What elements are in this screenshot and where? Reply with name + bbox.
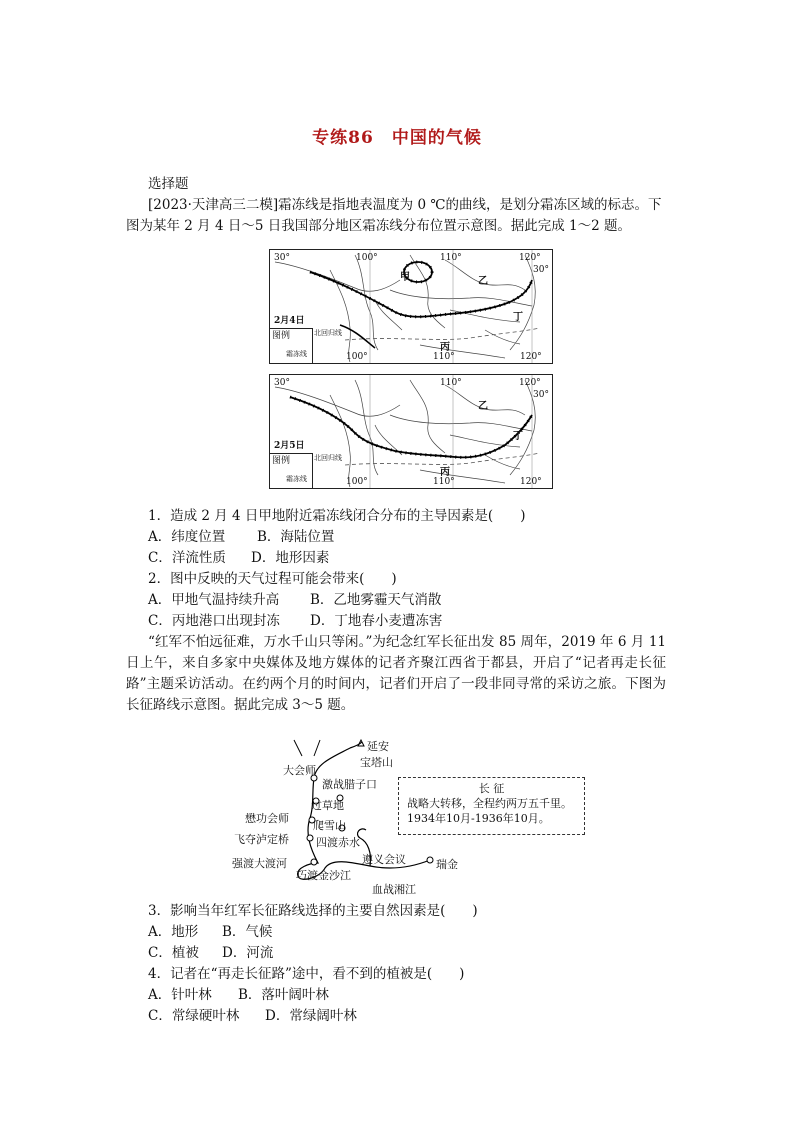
- map2-lon-110-top: 110°: [440, 378, 462, 388]
- map2-lon-120-top: 120°: [519, 378, 541, 388]
- map1-date: 2月4日: [274, 316, 305, 326]
- frost-line-map-feb5: [269, 374, 553, 489]
- route-label-ruijin: 瑞金: [436, 858, 458, 871]
- route-label-feiduo: 飞夺泸定桥: [234, 833, 289, 846]
- map2-label-bing: 丙: [440, 467, 450, 478]
- map2-legend-title: 图例: [272, 456, 291, 466]
- map1-tropic-label: 北回归线: [314, 329, 342, 337]
- q3-stem: 3．影响当年红军长征路线选择的主要自然因素是( ): [148, 903, 478, 919]
- route-label-xuezhan: 血战湘江: [372, 883, 416, 896]
- route-label-paxueshan: 爬雪山: [313, 819, 346, 832]
- map2-lat-left: 30°: [274, 378, 290, 388]
- map1-lat-left: 30°: [274, 253, 290, 263]
- q1-option-c: C．洋流性质: [148, 550, 226, 566]
- q2-option-b: B．乙地雾霾天气消散: [310, 592, 442, 608]
- route-label-maogong: 懋功会师: [245, 812, 289, 825]
- intro-line-2: 图为某年 2 月 4 日～5 日我国部分地区霜冻线分布位置示意图。据此完成 1～2 题。: [126, 218, 631, 234]
- passage-long-march: “红军不怕远征难，万水千山只等闲。”为纪念红军长征出发 85 周年，2019 年 6 月 11 日上午，来自多家中央媒体及地方媒体的记者齐聚江西省于都县，开启了“记者再走长征路”主题采访活动。在约两个月的时间内，记者们开启了一段非同寻常的采访之旅。下图为长征路线示意图。据此完成 3～5 题。: [126, 634, 666, 713]
- q1-stem: 1．造成 2 月 4 日甲地附近霜冻线闭合分布的主导因素是( ): [148, 508, 526, 524]
- map2-lon-100-bottom: 100°: [346, 477, 368, 487]
- map2-tropic-label: 北回归线: [314, 454, 342, 462]
- q2-stem: 2．图中反映的天气过程可能会带来( ): [148, 571, 397, 587]
- q3-option-c: C．植被: [148, 945, 199, 961]
- route-label-qiaodu: 巧渡金沙江: [296, 869, 351, 882]
- q3-option-a: A．地形: [148, 924, 199, 940]
- page-title: 专练86 中国的气候: [312, 128, 482, 148]
- map1-lat-right: 30°: [533, 265, 549, 275]
- route-label-yanan: 延安: [367, 740, 389, 753]
- route-label-zunyi: 遵义会议: [362, 853, 406, 866]
- route-label-qiangdu: 强渡大渡河: [232, 857, 287, 870]
- q4-option-c: C．常绿硬叶林: [148, 1008, 240, 1024]
- map2-label-yi: 乙: [478, 401, 488, 412]
- q1-option-b: B．海陆位置: [257, 529, 335, 545]
- map1-lon-110-top: 110°: [440, 253, 462, 263]
- map1-legend-title: 图例: [272, 331, 291, 341]
- route-label-jizhan: 激战腊子口: [322, 778, 377, 791]
- map1-lon-110-bottom: 110°: [433, 352, 455, 362]
- map1-label-bing: 丙: [440, 342, 450, 353]
- q4-option-d: D．常绿阔叶林: [265, 1008, 357, 1024]
- route-label-sidu: 四渡赤水: [316, 836, 360, 849]
- long-march-info-box: [398, 777, 585, 835]
- q2-option-d: D．丁地春小麦遭冻害: [310, 613, 443, 629]
- route-label-baotashan: 宝塔山: [360, 756, 393, 769]
- map1-lon-120-bottom: 120°: [520, 352, 542, 362]
- info-box-line-2: 1934年10月-1936年10月。: [407, 812, 550, 825]
- q1-option-a: A．纬度位置: [148, 529, 226, 545]
- q1-option-d: D．地形因素: [251, 550, 330, 566]
- map1-lon-100-bottom: 100°: [346, 352, 368, 362]
- map2-label-ding: 丁: [513, 431, 523, 442]
- map2-legend: [270, 453, 313, 488]
- map2-legend-item: 霜冻线: [286, 475, 307, 483]
- route-label-guocaodi: 过草地: [311, 799, 344, 812]
- map1-label-yi: 乙: [478, 276, 488, 287]
- map2-lon-120-bottom: 120°: [520, 477, 542, 487]
- q2-option-c: C．丙地港口出现封冻: [148, 613, 280, 629]
- frost-line-map-feb4: [269, 249, 553, 364]
- map1-lon-100-top: 100°: [356, 253, 378, 263]
- map1-legend: [270, 328, 313, 363]
- map2-date: 2月5日: [274, 441, 305, 451]
- q2-option-a: A．甲地气温持续升高: [148, 592, 280, 608]
- info-box-line-1: 战略大转移，全程约两万五千里。: [407, 797, 572, 810]
- intro-line-1: [2023·天津高三二模]霜冻线是指地表温度为 0 ℃的曲线，是划分霜冻区域的标志。下: [148, 197, 662, 213]
- q4-option-a: A．针叶林: [148, 987, 212, 1003]
- map1-lon-120-top: 120°: [519, 253, 541, 263]
- q3-option-b: B．气候: [222, 924, 273, 940]
- q4-stem: 4．记者在“再走长征路”途中，看不到的植被是( ): [148, 966, 465, 982]
- q3-option-d: D．河流: [222, 945, 274, 961]
- map1-label-ding: 丁: [513, 312, 523, 323]
- info-box-title: 长 征: [478, 782, 505, 795]
- map1-label-jia: 甲: [400, 272, 410, 283]
- map2-lon-110-bottom: 110°: [433, 477, 455, 487]
- section-heading: 选择题: [148, 176, 189, 192]
- q4-option-b: B．落叶阔叶林: [238, 987, 329, 1003]
- route-label-dahuishi: 大会师: [283, 764, 316, 777]
- map1-legend-item: 霜冻线: [286, 350, 307, 358]
- map2-lat-right: 30°: [533, 390, 549, 400]
